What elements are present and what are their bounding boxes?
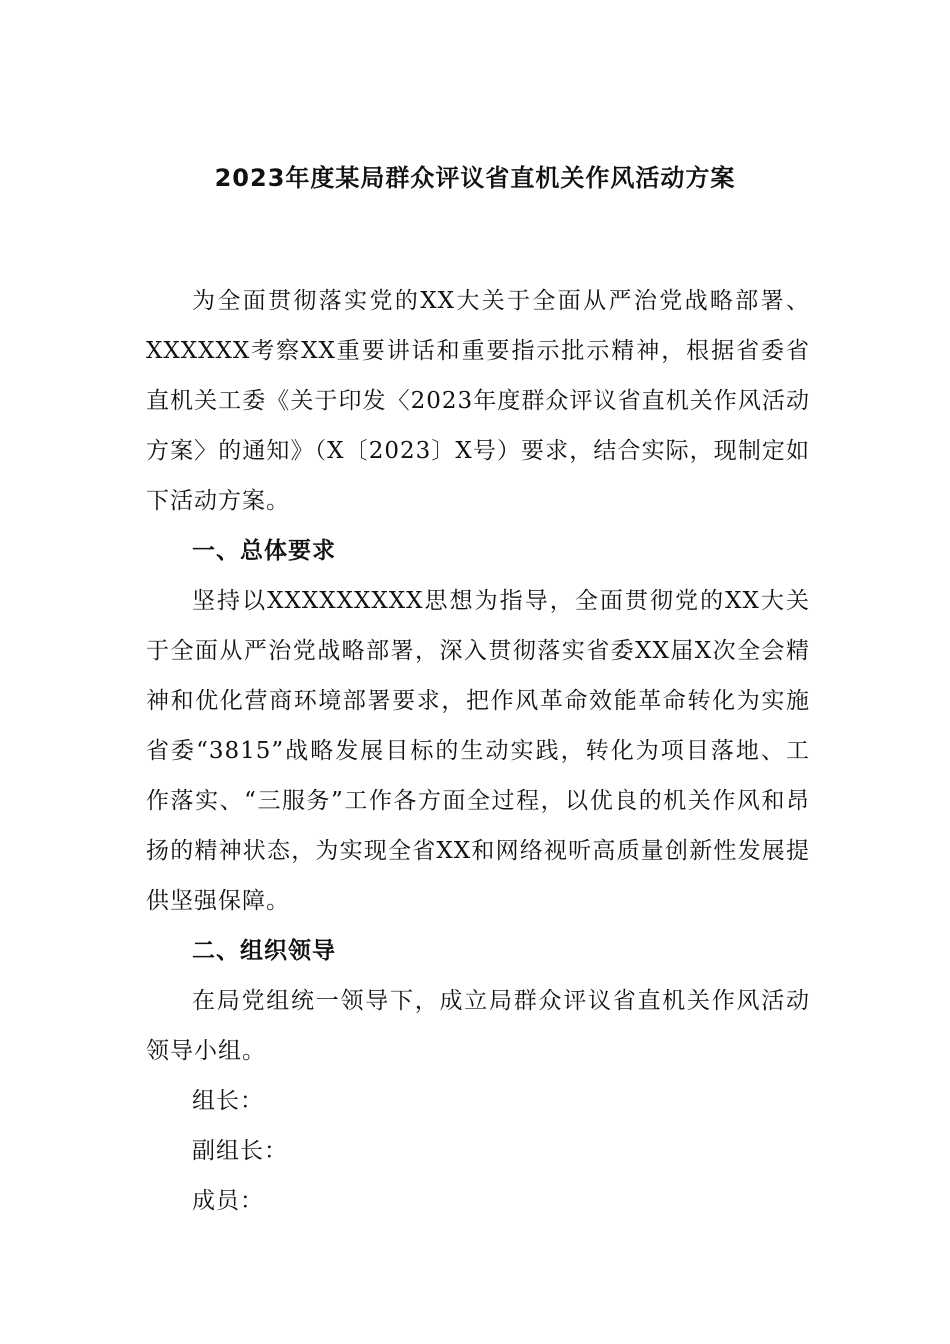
deputy-leader-label: 副组长：: [192, 1138, 288, 1164]
members-label: 成员：: [192, 1188, 264, 1214]
document-body: [146, 276, 810, 1226]
leader-label: 组长：: [192, 1088, 264, 1114]
general-requirements-paragraph: 坚持以XXXXXXXXX思想为指导，全面贯彻党的XX大关于全面从严治党战略部署，深入贯彻落实省委XX届X次全会精神和优化营商环境部署要求，把作风革命效能革命转化为实施省委“3815”战略发展目标的生动实践，转化为项目落地、工作落实、“三服务”工作各方面全过程，以优良的机关作风和昂扬的精神状态，为实现全省XX和网络视听高质量创新性发展提供坚强保障。: [146, 588, 810, 914]
intro-paragraph: 为全面贯彻落实党的XX大关于全面从严治党战略部署、XXXXXX考察XX重要讲话和重要指示批示精神，根据省委省直机关工委《关于印发〈2023年度群众评议省直机关作风活动方案〉的通知》（X〔2023〕X号）要求，结合实际，现制定如下活动方案。: [146, 288, 810, 514]
organization-paragraph: 在局党组统一领导下，成立局群众评议省直机关作风活动领导小组。: [146, 988, 810, 1064]
document-title: 2023年度某局群众评议省直机关作风活动方案: [214, 164, 736, 192]
section-heading-general-requirements: 一、总体要求: [192, 538, 336, 564]
section-heading-organization: 二、组织领导: [192, 938, 336, 964]
